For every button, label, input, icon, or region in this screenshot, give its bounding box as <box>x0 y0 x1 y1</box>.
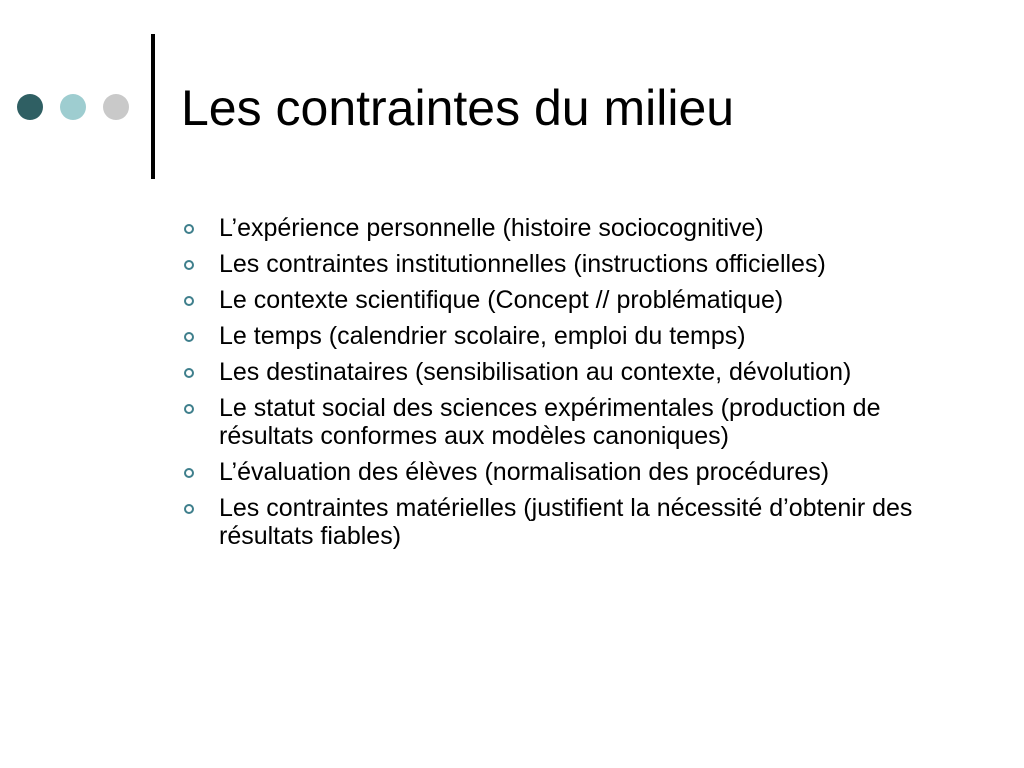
bullet-item <box>181 286 981 314</box>
bullet-item <box>181 494 981 550</box>
bullet-ring-icon <box>184 260 194 270</box>
bullet-text: Le statut social des sciences expérimentales (production de résultats conformes aux modèles canoniques) <box>219 394 881 450</box>
bullet-list <box>181 214 981 558</box>
decorative-dot-dark <box>17 94 43 120</box>
decorative-dot-light <box>60 94 86 120</box>
bullet-item <box>181 250 981 278</box>
bullet-ring-icon <box>184 504 194 514</box>
bullet-text: Les contraintes institutionnelles (instructions officielles) <box>219 250 826 278</box>
bullet-text: L’expérience personnelle (histoire sociocognitive) <box>219 214 764 242</box>
bullet-text: Le contexte scientifique (Concept // problématique) <box>219 286 784 314</box>
decorative-dot-gray <box>103 94 129 120</box>
bullet-ring-icon <box>184 368 194 378</box>
title-divider <box>151 34 155 179</box>
bullet-text: Les contraintes matérielles (justifient la nécessité d’obtenir des résultats fiables) <box>219 494 913 550</box>
bullet-text: L’évaluation des élèves (normalisation des procédures) <box>219 458 830 486</box>
bullet-ring-icon <box>184 468 194 478</box>
bullet-item <box>181 458 981 486</box>
slide-title: Les contraintes du milieu <box>181 80 735 136</box>
bullet-ring-icon <box>184 224 194 234</box>
bullet-text: Le temps (calendrier scolaire, emploi du temps) <box>219 322 746 350</box>
bullet-item <box>181 322 981 350</box>
bullet-ring-icon <box>184 404 194 414</box>
bullet-ring-icon <box>184 332 194 342</box>
bullet-item <box>181 214 981 242</box>
bullet-text: Les destinataires (sensibilisation au contexte, dévolution) <box>219 358 852 386</box>
bullet-item <box>181 358 981 386</box>
bullet-item <box>181 394 981 450</box>
bullet-ring-icon <box>184 296 194 306</box>
